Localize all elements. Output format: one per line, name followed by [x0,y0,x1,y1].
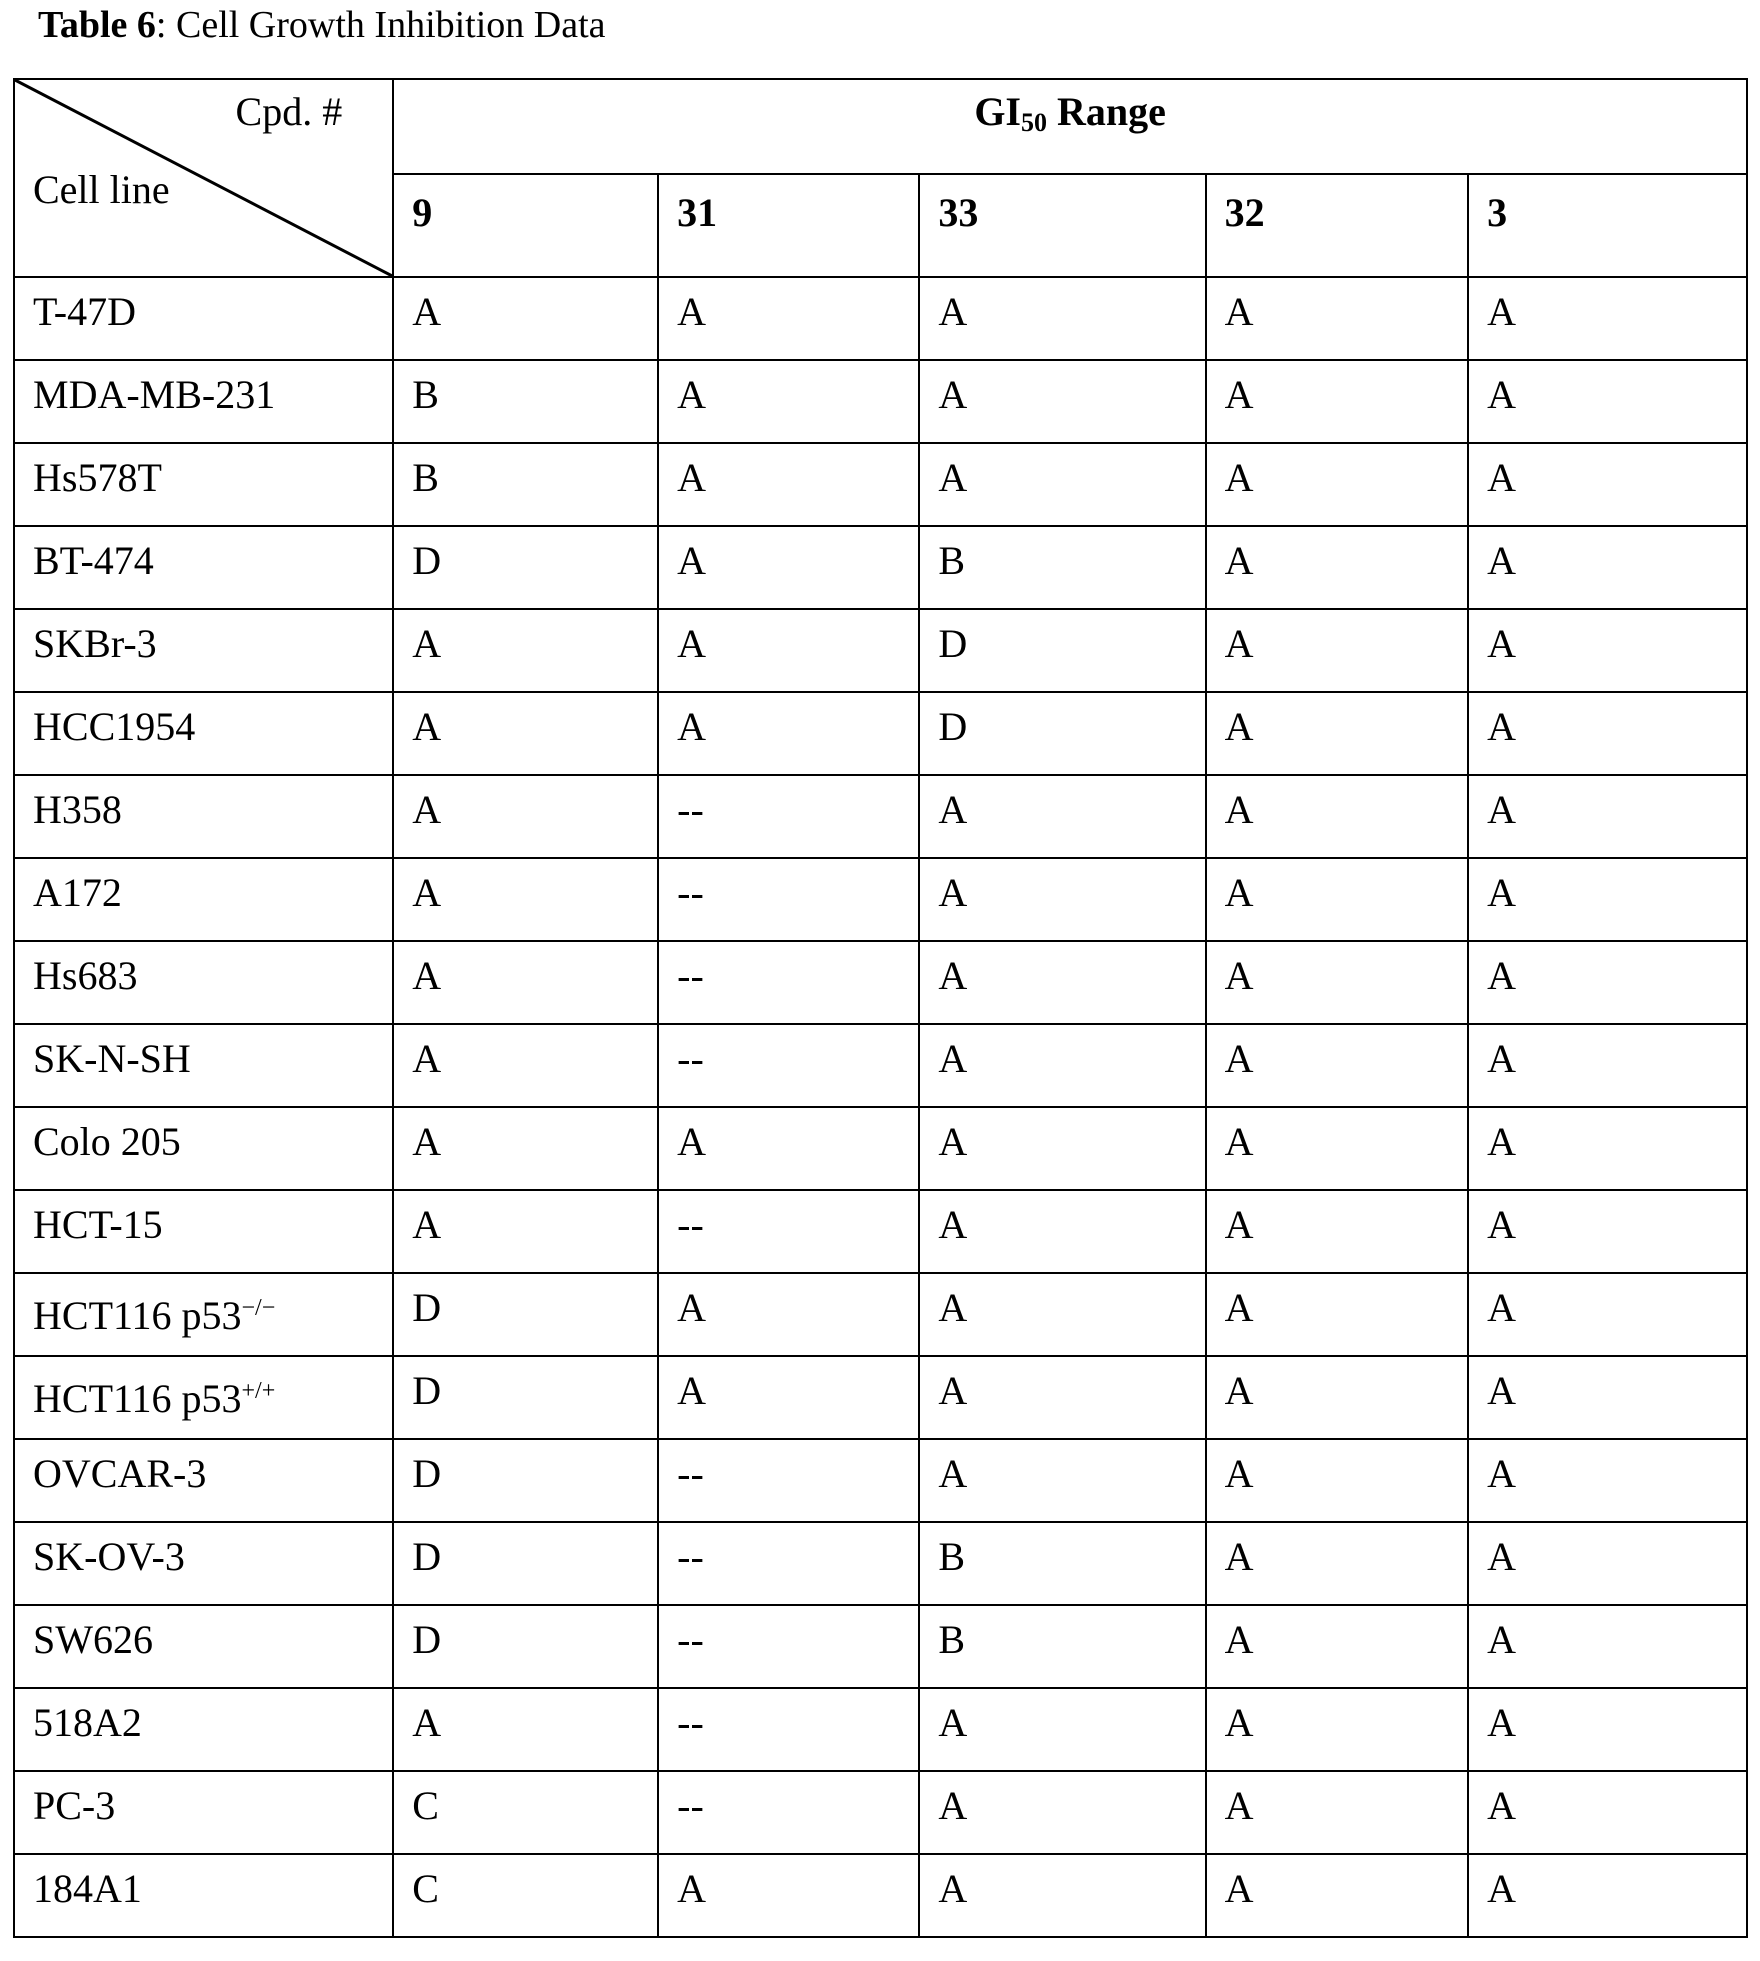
table-title: Cell Growth Inhibition Data [175,4,606,46]
table-row [14,858,1747,941]
gi50-value-cell: A [658,1273,919,1356]
gi50-value-cell: A [658,526,919,609]
gi50-value-cell: A [1468,526,1747,609]
gi50-value-cell: A [919,775,1205,858]
cell-line-name [14,858,393,941]
gi50-value-cell: A [1468,941,1747,1024]
table-row [14,277,1747,360]
cell-line-name [14,360,393,443]
gi50-value-cell: -- [658,858,919,941]
cell-line-label: BT-474 [33,538,154,583]
gi50-value-cell: A [658,443,919,526]
gi50-value-cell: A [919,1107,1205,1190]
gi50-value-cell: A [393,277,658,360]
cell-line-name [14,1522,393,1605]
corner-header-cell [14,79,393,277]
gi50-value-cell: A [1206,941,1468,1024]
table-body [14,277,1747,1937]
gi50-value-cell: A [1206,775,1468,858]
cell-line-label: HCC1954 [33,704,196,749]
gi50-value-cell: A [1206,1688,1468,1771]
cell-line-label: T-47D [33,289,136,334]
gi50-value-cell: A [1468,443,1747,526]
cell-line-label: SK-OV-3 [33,1534,185,1579]
gi50-value-cell: A [1468,1688,1747,1771]
gi50-value-cell: A [1468,277,1747,360]
gi50-value-cell: D [393,526,658,609]
cell-line-name [14,692,393,775]
cell-line-name [14,277,393,360]
cell-line-label: MDA-MB-231 [33,372,276,417]
gi50-value-cell: A [919,1854,1205,1937]
gi50-value-cell: A [1468,360,1747,443]
gi50-value-cell: -- [658,1688,919,1771]
gi50-value-cell: C [393,1771,658,1854]
cell-line-name [14,1605,393,1688]
cell-line-name [14,1190,393,1273]
gi50-value-cell: A [658,277,919,360]
gi50-value-cell: A [1468,692,1747,775]
table-row [14,443,1747,526]
table-row [14,1273,1747,1356]
table-row [14,360,1747,443]
gi50-value-cell: A [1206,277,1468,360]
gi50-value-cell: D [919,609,1205,692]
gi50-value-cell: A [1468,1439,1747,1522]
table-row [14,1605,1747,1688]
gi50-value-cell: A [658,1854,919,1937]
gi50-value-cell: B [919,526,1205,609]
cell-line-name [14,1356,393,1439]
gi50-value-cell: A [919,360,1205,443]
gi50-value-cell: A [393,692,658,775]
gi50-value-cell: D [393,1273,658,1356]
gi50-value-cell: A [1468,1522,1747,1605]
cell-line-label: HCT116 p53 [33,1293,242,1338]
gi50-value-cell: A [393,775,658,858]
gi-subscript: 50 [1021,108,1047,137]
cell-growth-inhibition-table [13,78,1748,1938]
gi50-value-cell: -- [658,1771,919,1854]
cell-line-name [14,775,393,858]
gi50-value-cell: A [658,609,919,692]
compound-axis-label: Cpd. # [235,89,343,134]
gi50-value-cell: A [1468,1356,1747,1439]
compound-header-33: 33 [919,174,1205,277]
cell-line-name [14,1107,393,1190]
gi50-value-cell: A [658,1356,919,1439]
gi50-value-cell: A [919,1024,1205,1107]
gi50-value-cell: A [1206,1605,1468,1688]
gi50-value-cell: A [919,1439,1205,1522]
gi50-value-cell: A [1468,609,1747,692]
gi50-value-cell: -- [658,1024,919,1107]
cell-line-label: 184A1 [33,1866,142,1911]
cell-line-label: H358 [33,787,122,832]
gi50-value-cell: A [919,1771,1205,1854]
gi50-value-cell: A [393,609,658,692]
gi50-value-cell: A [1206,526,1468,609]
cell-line-label: A172 [33,870,122,915]
gi50-value-cell: A [1468,858,1747,941]
cell-line-name [14,1024,393,1107]
gi50-value-cell: A [1206,692,1468,775]
genotype-superscript: +/+ [241,1378,276,1404]
table-row [14,1688,1747,1771]
caption-separator: : [155,4,176,46]
gi50-value-cell: -- [658,941,919,1024]
gi50-value-cell: -- [658,775,919,858]
gi50-value-cell: D [393,1439,658,1522]
gi50-value-cell: A [1206,443,1468,526]
cell-line-name [14,1439,393,1522]
gi50-value-cell: D [919,692,1205,775]
table-row [14,1771,1747,1854]
cell-line-name [14,609,393,692]
genotype-superscript: −/− [241,1295,276,1321]
gi50-value-cell: B [919,1522,1205,1605]
gi50-value-cell: A [1206,1273,1468,1356]
gi50-value-cell: A [1206,858,1468,941]
header-row-group [14,79,1747,174]
table-label: Table 6 [38,4,156,46]
gi50-value-cell: A [919,941,1205,1024]
compound-header-9: 9 [393,174,658,277]
cell-line-label: Colo 205 [33,1119,181,1164]
table-caption [38,2,606,48]
cell-line-label: 518A2 [33,1700,142,1745]
gi50-value-cell: -- [658,1605,919,1688]
compound-header-31: 31 [658,174,919,277]
compound-header-32: 32 [1206,174,1468,277]
cell-line-label: OVCAR-3 [33,1451,207,1496]
gi50-value-cell: A [658,360,919,443]
gi50-value-cell: A [1468,1771,1747,1854]
cell-line-label: SKBr-3 [33,621,157,666]
table-row [14,775,1747,858]
gi50-value-cell: A [1468,1273,1747,1356]
cell-line-label: PC-3 [33,1783,116,1828]
gi50-value-cell: A [1468,1605,1747,1688]
gi50-value-cell: A [1206,1356,1468,1439]
gi50-value-cell: B [919,1605,1205,1688]
gi50-value-cell: B [393,443,658,526]
cell-line-label: SW626 [33,1617,153,1662]
gi50-value-cell: A [919,443,1205,526]
gi50-value-cell: A [1468,1854,1747,1937]
gi50-value-cell: A [1468,1107,1747,1190]
gi50-value-cell: A [1206,360,1468,443]
table-row [14,526,1747,609]
gi50-value-cell: A [393,1688,658,1771]
gi50-value-cell: A [1206,1190,1468,1273]
cell-line-label: Hs683 [33,953,138,998]
cell-line-label: HCT-15 [33,1202,163,1247]
gi50-value-cell: A [919,277,1205,360]
gi50-value-cell: -- [658,1522,919,1605]
cell-line-label: SK-N-SH [33,1036,191,1081]
cell-line-axis-label: Cell line [33,167,170,212]
gi50-value-cell: A [919,1273,1205,1356]
cell-line-name [14,526,393,609]
gi50-value-cell: A [919,858,1205,941]
table-row [14,692,1747,775]
cell-line-name [14,1688,393,1771]
gi50-value-cell: A [393,1190,658,1273]
table-row [14,609,1747,692]
table-row [14,1356,1747,1439]
gi50-value-cell: A [393,941,658,1024]
gi50-value-cell: A [1206,1439,1468,1522]
range-text: Range [1047,89,1166,134]
gi50-value-cell: A [919,1356,1205,1439]
cell-line-name [14,443,393,526]
gi50-value-cell: A [919,1190,1205,1273]
gi50-value-cell: A [658,1107,919,1190]
gi50-value-cell: D [393,1356,658,1439]
gi50-value-cell: -- [658,1439,919,1522]
gi50-value-cell: A [393,1024,658,1107]
gi50-value-cell: A [1206,609,1468,692]
gi-text: GI [974,89,1021,134]
gi50-value-cell: A [1206,1107,1468,1190]
cell-line-label: HCT116 p53 [33,1376,242,1421]
cell-line-name [14,941,393,1024]
table-row [14,1107,1747,1190]
table-row [14,1190,1747,1273]
gi50-value-cell: A [1468,1190,1747,1273]
gi50-value-cell: A [1206,1522,1468,1605]
gi50-value-cell: A [1206,1771,1468,1854]
gi50-range-header [393,79,1747,174]
table-row [14,1439,1747,1522]
table-row [14,941,1747,1024]
gi50-value-cell: A [658,692,919,775]
gi50-value-cell: C [393,1854,658,1937]
gi50-value-cell: A [393,858,658,941]
gi50-value-cell: -- [658,1190,919,1273]
gi50-value-cell: A [393,1107,658,1190]
gi50-value-cell: A [919,1688,1205,1771]
gi50-value-cell: A [1468,1024,1747,1107]
gi50-value-cell: D [393,1605,658,1688]
table-row [14,1522,1747,1605]
gi50-value-cell: B [393,360,658,443]
cell-line-label: Hs578T [33,455,162,500]
gi50-value-cell: A [1206,1024,1468,1107]
gi50-value-cell: A [1206,1854,1468,1937]
table-row [14,1024,1747,1107]
gi50-value-cell: A [1468,775,1747,858]
table-row [14,1854,1747,1937]
compound-header-3: 3 [1468,174,1747,277]
gi50-value-cell: D [393,1522,658,1605]
cell-line-name [14,1771,393,1854]
cell-line-name [14,1273,393,1356]
cell-line-name [14,1854,393,1937]
